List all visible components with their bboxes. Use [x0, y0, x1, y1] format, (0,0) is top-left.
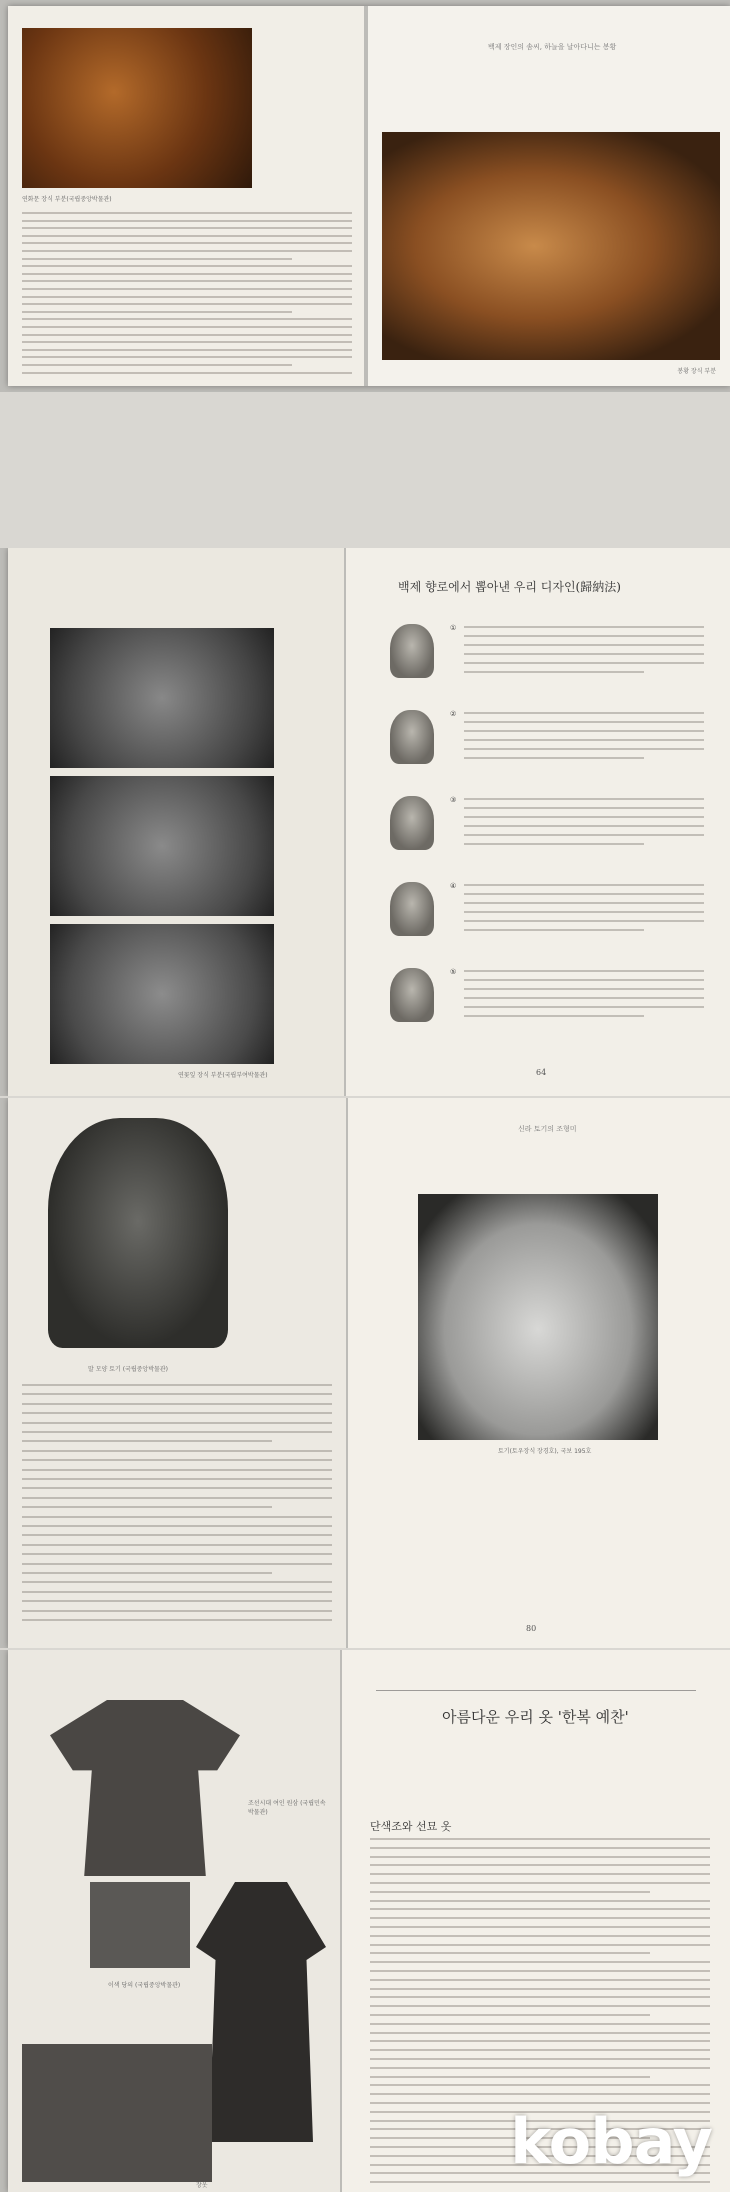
text-line — [370, 1917, 710, 1919]
left-page — [8, 1098, 346, 1648]
text-line — [370, 1847, 710, 1849]
text-line — [22, 364, 292, 366]
text-line — [370, 1952, 650, 1954]
text-line — [464, 1015, 644, 1017]
book-spread — [8, 548, 730, 1096]
text-line — [22, 1581, 332, 1583]
text-line — [22, 235, 352, 237]
text-line — [22, 273, 352, 275]
text-line — [22, 303, 352, 305]
text-line — [370, 1935, 710, 1937]
text-line — [464, 929, 644, 931]
text-line — [22, 326, 352, 328]
text-line — [370, 1882, 710, 1884]
text-line — [464, 748, 704, 750]
text-line — [464, 1006, 704, 1008]
photo-1 — [0, 0, 730, 392]
text-line — [22, 1591, 332, 1593]
text-line — [464, 626, 704, 628]
text-line — [464, 712, 704, 714]
figure-title: ② — [450, 710, 457, 718]
text-line — [464, 970, 704, 972]
text-line — [370, 2049, 710, 2051]
text-line — [22, 1544, 332, 1546]
text-line — [22, 280, 352, 282]
text-line — [22, 372, 352, 374]
hanbok-coat-photo — [22, 2044, 212, 2182]
text-line — [22, 1440, 272, 1442]
photo-3 — [0, 1098, 730, 1648]
text-line — [22, 1431, 332, 1433]
text-line — [22, 250, 352, 252]
text-line — [464, 816, 704, 818]
text-line — [464, 757, 644, 759]
text-line — [22, 311, 292, 313]
page-title: 아름다운 우리 옷 '한복 예찬' — [442, 1708, 629, 1726]
text-line — [370, 2067, 710, 2069]
book-spread — [8, 1098, 730, 1648]
text-line — [22, 1487, 332, 1489]
photo-2-frame — [0, 548, 730, 1096]
text-line — [22, 1459, 332, 1461]
figure-title: ③ — [450, 796, 457, 804]
phoenix-carving-photo — [382, 132, 720, 360]
figure-sculpture — [390, 968, 434, 1022]
text-line — [464, 635, 704, 637]
page-title: 백제 향로에서 뽑아낸 우리 디자인(歸納法) — [398, 580, 621, 594]
text-line — [464, 644, 704, 646]
text-line — [22, 334, 352, 336]
left-page — [8, 6, 364, 386]
text-line — [464, 884, 704, 886]
right-page — [348, 1098, 730, 1648]
text-line — [370, 1988, 710, 1990]
running-head: 백제 장인의 솜씨, 하늘을 날아다니는 봉황 — [488, 43, 617, 51]
page-number: 80 — [526, 1624, 537, 1633]
text-line — [370, 1908, 710, 1910]
figure-sculpture — [390, 796, 434, 850]
figure-title: ① — [450, 624, 457, 632]
lotus-petal-photo-3 — [50, 924, 274, 1064]
hanbok-robe-photo — [50, 1700, 240, 1876]
left-caption: 말 모양 토기 (국립중앙박물관) — [88, 1366, 168, 1373]
text-line — [22, 1572, 272, 1574]
text-line — [370, 2014, 650, 2016]
text-line — [370, 1864, 710, 1866]
hanbok-jacket-photo — [90, 1882, 190, 1968]
text-line — [22, 1497, 332, 1499]
carving-photo — [22, 28, 252, 188]
title-rule — [376, 1690, 696, 1691]
text-line — [22, 349, 352, 351]
book-spread — [8, 6, 730, 386]
text-line — [22, 1450, 332, 1452]
text-line — [22, 242, 352, 244]
text-line — [370, 1900, 710, 1902]
watermark: kobay — [510, 2105, 712, 2178]
right-page — [346, 548, 730, 1096]
text-line — [464, 739, 704, 741]
text-line — [370, 1926, 710, 1928]
text-line — [22, 1422, 332, 1424]
text-line — [22, 1525, 332, 1527]
hanbok-dress-photo — [196, 1882, 326, 2142]
text-line — [22, 1403, 332, 1405]
text-line — [22, 1553, 332, 1555]
text-line — [22, 220, 352, 222]
text-line — [22, 212, 352, 214]
text-line — [370, 2040, 710, 2042]
text-line — [370, 1838, 710, 1840]
text-line — [22, 1506, 272, 1508]
text-line — [464, 902, 704, 904]
text-line — [22, 1610, 332, 1612]
text-line — [22, 1600, 332, 1602]
right-caption: 봉황 장식 부분 — [677, 368, 716, 375]
text-line — [370, 2058, 710, 2060]
left-caption: 연꽃잎 장식 부분(국립부여박물관) — [178, 1072, 268, 1079]
text-line — [22, 356, 352, 358]
section-subhead: 단색조와 선묘 옷 — [370, 1820, 452, 1833]
text-line — [464, 920, 704, 922]
text-line — [370, 2102, 710, 2104]
left-caption: 연화문 장식 부분(국립중앙박물관) — [22, 196, 112, 203]
text-line — [22, 227, 352, 229]
text-line — [370, 1961, 710, 1963]
text-line — [464, 807, 704, 809]
text-line — [464, 834, 704, 836]
jar-photo — [418, 1194, 658, 1440]
figure-title: ④ — [450, 882, 457, 890]
text-line — [370, 2032, 710, 2034]
text-line — [370, 2084, 710, 2086]
lotus-petal-photo-1 — [50, 628, 274, 768]
text-line — [22, 1619, 332, 1621]
text-line — [464, 653, 704, 655]
text-line — [370, 2076, 650, 2078]
mid-caption: 이색 당의 (국립중앙박물관) — [108, 1982, 181, 1989]
figure-sculpture — [390, 710, 434, 764]
page-number: 64 — [536, 1068, 547, 1077]
text-line — [464, 843, 644, 845]
text-line — [22, 1563, 332, 1565]
text-line — [464, 730, 704, 732]
text-line — [22, 1384, 332, 1386]
text-line — [370, 1996, 710, 1998]
text-line — [370, 2181, 710, 2183]
figure-sculpture — [390, 882, 434, 936]
text-line — [22, 1534, 332, 1536]
text-line — [22, 265, 352, 267]
pottery-vessel-photo — [48, 1118, 228, 1348]
text-line — [464, 911, 704, 913]
right-caption: 토기(토우장식 장경호), 국보 195호 — [498, 1448, 592, 1455]
text-line — [370, 1944, 710, 1946]
text-line — [370, 1891, 650, 1893]
bottom-caption: 장옷 — [196, 2182, 208, 2189]
text-line — [464, 979, 704, 981]
text-line — [464, 997, 704, 999]
text-line — [22, 1469, 332, 1471]
text-line — [464, 721, 704, 723]
top-caption: 조선시대 여인 원삼 (국립민속박물관) — [248, 1800, 326, 1816]
running-head: 신라 토기의 조형미 — [518, 1125, 577, 1133]
text-line — [22, 288, 352, 290]
text-line — [22, 1412, 332, 1414]
text-line — [370, 2023, 710, 2025]
left-page — [8, 548, 344, 1096]
text-line — [370, 1970, 710, 1972]
text-line — [22, 341, 352, 343]
text-line — [22, 296, 352, 298]
text-line — [464, 893, 704, 895]
right-page — [368, 6, 730, 386]
figure-sculpture — [390, 624, 434, 678]
text-line — [370, 2093, 710, 2095]
text-line — [464, 798, 704, 800]
lotus-petal-photo-2 — [50, 776, 274, 916]
text-line — [22, 318, 352, 320]
text-line — [464, 825, 704, 827]
text-line — [22, 1393, 332, 1395]
text-line — [22, 1478, 332, 1480]
text-line — [370, 2005, 710, 2007]
text-line — [464, 671, 644, 673]
text-line — [370, 1979, 710, 1981]
text-line — [22, 258, 292, 260]
left-page — [8, 1650, 340, 2192]
text-line — [22, 1516, 332, 1518]
text-line — [464, 988, 704, 990]
figure-title: ⑤ — [450, 968, 457, 976]
text-line — [370, 1856, 710, 1858]
text-line — [370, 1873, 710, 1875]
text-line — [464, 662, 704, 664]
